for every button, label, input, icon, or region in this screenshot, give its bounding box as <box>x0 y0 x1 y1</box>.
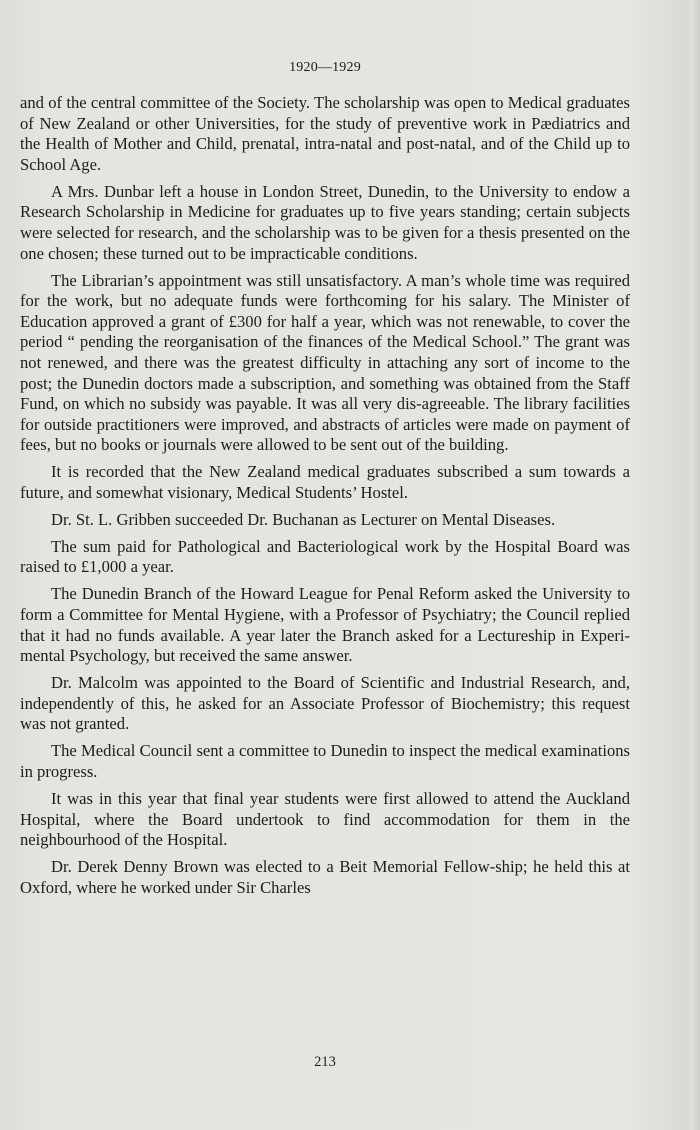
page-edge <box>690 0 700 1130</box>
paragraph: It is recorded that the New Zealand medical graduates subscribed a sum towards a future, and somewhat visionary, Medical Students’ Hostel. <box>20 462 630 502</box>
page-number: 213 <box>314 1054 336 1070</box>
paragraph: and of the central committee of the Society. The scholarship was open to Medical graduates of New Zealand or other Universities, for the study of preventive work in Pædiatrics and the Health of Mother and Child, prenatal, intra-natal and post-natal, and of the Child up to School Age. <box>20 93 630 174</box>
paragraph: Dr. Derek Denny Brown was elected to a Beit Memorial Fellow-ship; he held this at Oxford, where he worked under Sir Charles <box>20 857 630 897</box>
paragraph: The Medical Council sent a committee to Dunedin to inspect the medical examinations in progress. <box>20 741 630 781</box>
body-text <box>20 93 630 905</box>
paragraph: It was in this year that final year students were first allowed to attend the Auckland Hospital, where the Board undertook to find accommodation for them in the neighbourhood of the Hospital. <box>20 788 630 850</box>
running-header: 1920—1929 <box>289 60 361 75</box>
paragraph: The Librarian’s appointment was still unsatisfactory. A man’s whole time was required for the work, but no adequate funds were forthcoming for his salary. The Minister of Education approved a grant of £300 for half a year, which was not renewable, to cover the period “ pending the reorganisation of the finances of the Medical School.” The grant was not renewed, and there was the greatest difficulty in attaching any sort of income to the post; the Dunedin doctors made a subscription, and something was obtained from the Staff Fund, on which no subsidy was payable. It was all very dis-agreeable. The library facilities for outside practitioners were improved, and abstracts of articles were made on payment of fees, but no books or journals were allowed to be sent out of the building. <box>20 270 630 455</box>
paragraph: A Mrs. Dunbar left a house in London Street, Dunedin, to the University to endow a Research Scholarship in Medicine for graduates up to five years standing; certain subjects were selected for research, and the scholarship was to be given for a thesis presented on the one chosen; these turned out to be impracticable conditions. <box>20 181 630 263</box>
paragraph: The Dunedin Branch of the Howard League for Penal Reform asked the University to form a Committee for Mental Hygiene, with a Professor of Psychiatry; the Council replied that it had no funds available. A year later the Branch asked for a Lectureship in Experi-mental Psychology, but received the same answer. <box>20 584 630 666</box>
paragraph: Dr. St. L. Gribben succeeded Dr. Buchanan as Lecturer on Mental Diseases. <box>51 509 556 529</box>
paragraph: Dr. Malcolm was appointed to the Board of Scientific and Industrial Research, and, independently of this, he asked for an Associate Professor of Biochemistry; this request was not granted. <box>20 673 630 734</box>
paragraph: The sum paid for Pathological and Bacteriological work by the Hospital Board was raised to £1,000 a year. <box>20 536 630 577</box>
